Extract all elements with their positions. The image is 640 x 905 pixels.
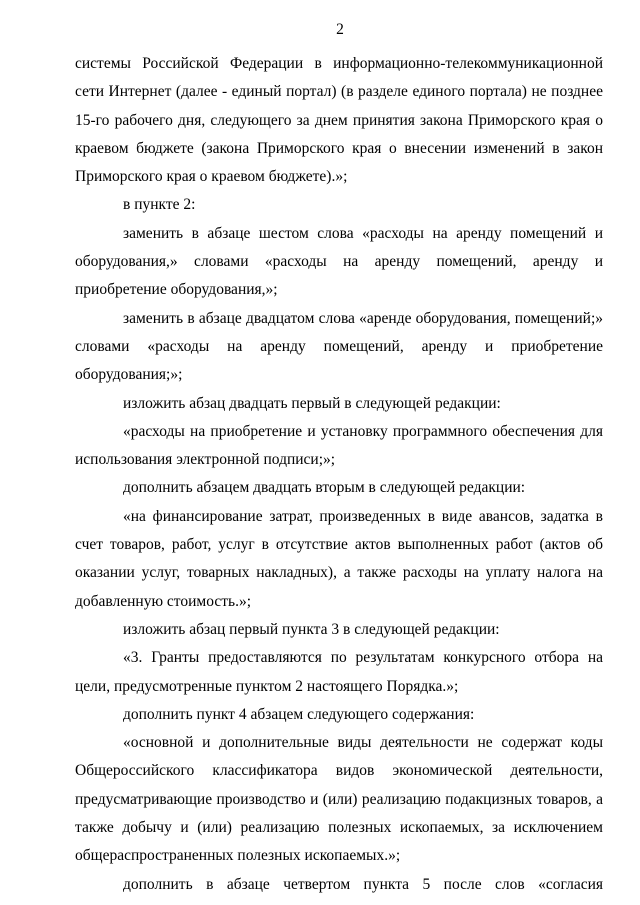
- text-line: дополнить пункт 4 абзацем следующего содержания:: [123, 705, 475, 723]
- text-line: предусматривающие производство и (или) реализацию подакцизных товаров, а: [75, 790, 603, 808]
- text-line: «на финансирование затрат, произведенных в виде авансов, задатка в: [123, 507, 603, 525]
- text-line: использования электронной подписи;»;: [75, 451, 336, 469]
- text-line: дополнить в абзаце четвертом пункта 5 после слов «согласия: [123, 875, 603, 893]
- text-line: в пункте 2:: [123, 196, 196, 214]
- text-line: дополнить абзацем двадцать вторым в следующей редакции:: [123, 479, 526, 497]
- text-line: «расходы на приобретение и установку программного обеспечения для: [123, 422, 603, 440]
- text-line: приобретение оборудования,»;: [75, 281, 278, 299]
- text-line: добавленную стоимость.»;: [75, 592, 252, 610]
- text-line: «основной и дополнительные виды деятельности не содержат коды: [123, 734, 603, 752]
- text-line: изложить абзац первый пункта 3 в следующей редакции:: [123, 620, 500, 638]
- page-number: 2: [336, 21, 344, 38]
- text-line: 15-го рабочего дня, следующего за днем принятия закона Приморского края о: [75, 111, 603, 129]
- text-line: краевом бюджете (закона Приморского края о внесении изменений в закон: [75, 139, 603, 157]
- text-line: изложить абзац двадцать первый в следующей редакции:: [123, 394, 501, 412]
- text-line: заменить в абзаце шестом слова «расходы на аренду помещений и: [123, 224, 603, 242]
- text-line: оборудования;»;: [75, 366, 183, 384]
- text-line: счет товаров, работ, услуг в отсутствие актов выполненных работ (актов об: [75, 536, 603, 554]
- text-line: заменить в абзаце двадцатом слова «аренде оборудования, помещений;»: [123, 309, 603, 327]
- text-line: оказании услуг, товарных накладных), а также расходы на уплату налога на: [75, 564, 603, 582]
- text-line: сети Интернет (далее - единый портал) (в разделе единого портала) не позднее: [75, 83, 603, 101]
- text-line: «3. Гранты предоставляются по результатам конкурсного отбора на: [123, 649, 603, 667]
- text-line: оборудования,» словами «расходы на аренду помещений, аренду и: [75, 253, 603, 271]
- text-line: словами «расходы на аренду помещений, аренду и приобретение: [75, 337, 603, 355]
- text-line: Приморского края о краевом бюджете).»;: [75, 168, 348, 186]
- text-line: системы Российской Федерации в информационно-телекоммуникационной: [75, 55, 603, 72]
- text-line: общераспространенных полезных ископаемых.»;: [75, 847, 401, 865]
- text-line: цели, предусмотренные пунктом 2 настоящего Порядка.»;: [75, 677, 459, 695]
- document-body: [75, 50, 603, 899]
- text-line: Общероссийского классификатора видов экономической деятельности,: [75, 762, 603, 780]
- text-line: также добычу и (или) реализацию полезных ископаемых, за исключением: [75, 819, 603, 837]
